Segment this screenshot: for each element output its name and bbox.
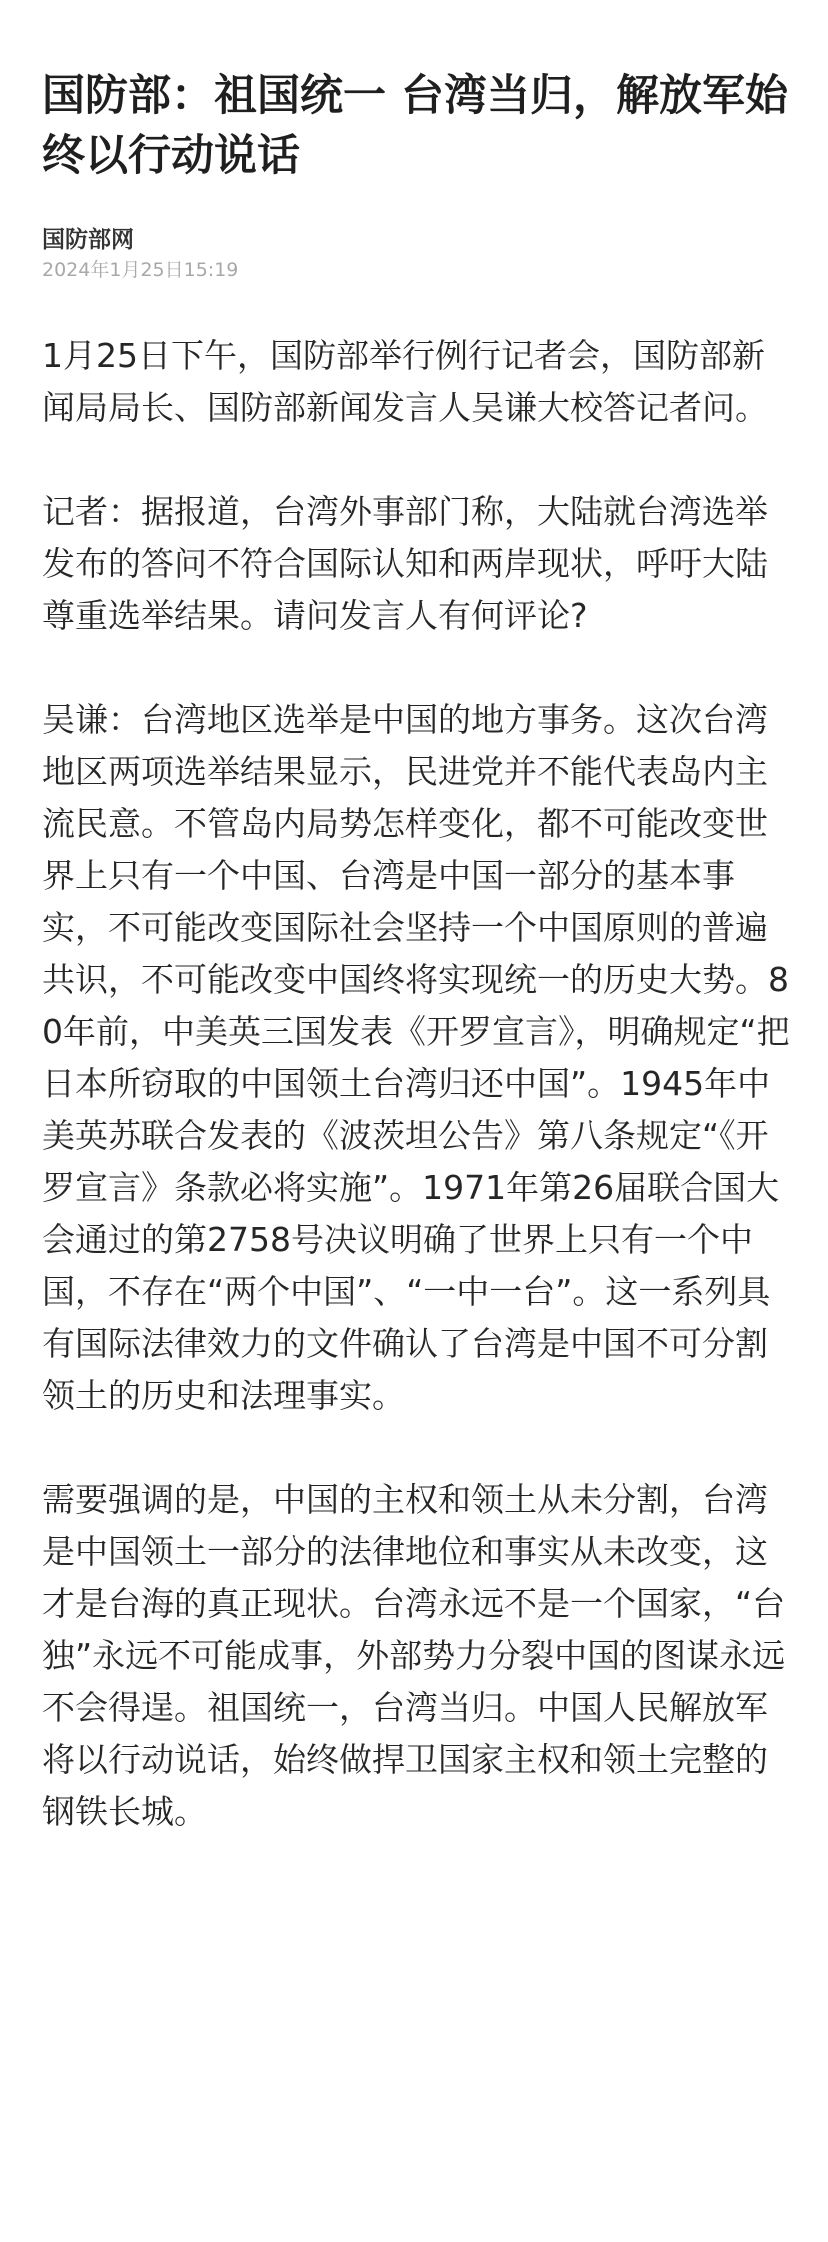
article-meta	[42, 225, 792, 283]
article-paragraph: 记者：据报道，台湾外事部门称，大陆就台湾选举发布的答问不符合国际认知和两岸现状，呼吁大陆尊重选举结果。请问发言人有何评论?	[42, 492, 768, 635]
article-body	[42, 330, 792, 1838]
article-paragraph: 1月25日下午，国防部举行例行记者会，国防部新闻局局长、国防部新闻发言人吴谦大校答记者问。	[42, 336, 768, 427]
article-paragraph: 需要强调的是，中国的主权和领土从未分割，台湾是中国领土一部分的法律地位和事实从未改变，这才是台海的真正现状。台湾永远不是一个国家，“台独”永远不可能成事，外部势力分裂中国的图谋永远不会得逞。祖国统一，台湾当归。中国人民解放军将以行动说话，始终做捍卫国家主权和领土完整的钢铁长城。	[42, 1480, 786, 1831]
article-title: 国防部：祖国统一 台湾当归，解放军始终以行动说话	[42, 71, 788, 181]
article-date: 2024年1月25日15:19	[42, 259, 239, 281]
article-paragraph: 吴谦：台湾地区选举是中国的地方事务。这次台湾地区两项选举结果显示，民进党并不能代表岛内主流民意。不管岛内局势怎样变化，都不可能改变世界上只有一个中国、台湾是中国一部分的基本事实，不可能改变国际社会坚持一个中国原则的普遍共识，不可能改变中国终将实现统一的历史大势。80年前，中美英三国发表《开罗宣言》，明确规定“把日本所窃取的中国领土台湾归还中国”。1945年中美英苏联合发表的《波茨坦公告》第八条规定“《开罗宣言》条款必将实施”。1971年第26届联合国大会通过的第2758号决议明确了世界上只有一个中国，不存在“两个中国”、“一中一台”。这一系列具有国际法律效力的文件确认了台湾是中国不可分割领土的历史和法理事实。	[42, 700, 790, 1415]
article-source[interactable]: 国防部网	[42, 227, 134, 253]
